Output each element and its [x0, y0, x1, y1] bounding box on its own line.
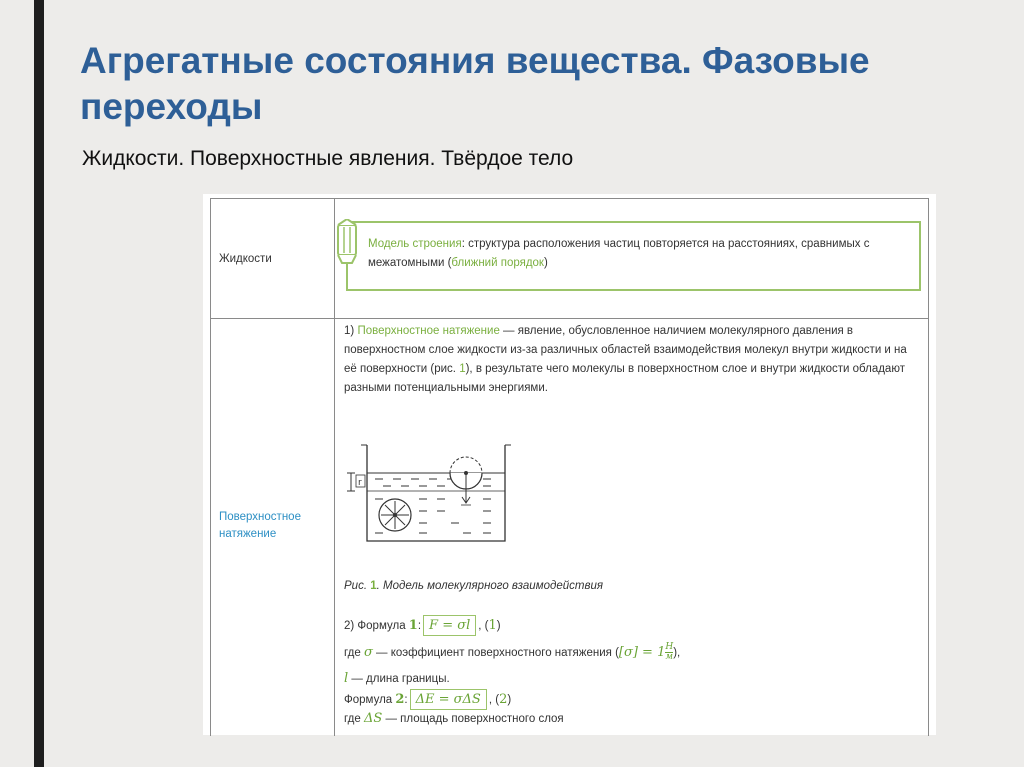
caption-prefix: Рис. — [344, 580, 371, 592]
model-text — [368, 235, 909, 273]
formula-1-box: F = σl — [423, 615, 476, 636]
length-definition-line — [344, 669, 450, 689]
definition-paragraph — [344, 322, 919, 398]
column-divider — [334, 199, 335, 736]
figure-caption — [344, 580, 603, 592]
unit-numerator: Н — [665, 642, 674, 653]
pencil-icon — [336, 219, 358, 265]
where2-b: — площадь поверхностного слоя — [382, 713, 564, 725]
slide-subtitle: Жидкости. Поверхностные явления. Твёрдое тело — [82, 147, 574, 170]
model-term-short-range: ближний порядок — [451, 257, 544, 269]
f1-prefix: 2) Формула — [344, 620, 409, 632]
where1-b: — коэффициент поверхностного натяжения ( — [372, 647, 619, 659]
slide-title: Агрегатные состояния вещества. Фазовые переходы — [80, 40, 870, 127]
p1-figure-ref: 1 — [459, 363, 466, 375]
p1-text-a: — явление, обусловленное наличием молекулярного давления в поверхностном слое жидкости из-за различных областей взаимодействия молекул внутри жидкости и на её поверхности (рис. — [344, 325, 907, 375]
molecular-interaction-figure — [343, 439, 513, 551]
formula-1-line — [344, 615, 501, 636]
f2-prefix: Формула — [344, 694, 396, 706]
f2-tag-close: ) — [507, 694, 512, 706]
unit-denominator: м — [665, 652, 674, 663]
f1-number: 1 — [408, 618, 418, 633]
p1-text-b: ), в результате чего молекулы в поверхностном слое и внутри жидкости обладают разными потенциальными энергиями. — [344, 363, 905, 394]
f1-tag-close: ) — [496, 620, 501, 632]
formula-2-line — [344, 689, 511, 710]
p1-term: Поверхностное натяжение — [357, 325, 500, 337]
row-divider — [211, 318, 928, 319]
area-definition-line — [344, 709, 564, 729]
p1-number: 1) — [344, 325, 355, 337]
concept-table — [210, 198, 929, 736]
model-term: Модель строения — [368, 238, 462, 250]
l-sym: l — [344, 671, 349, 686]
model-text-b: ) — [543, 257, 548, 269]
where1-sym: σ — [363, 645, 373, 660]
f2-tag-open: , ( — [488, 694, 500, 706]
l-text: — длина границы. — [348, 673, 450, 685]
f2-colon: : — [404, 694, 408, 706]
row-label-liquids: Жидкости — [219, 253, 272, 265]
where1-c: ), — [673, 647, 681, 659]
caption-number: 1 — [370, 580, 377, 592]
sigma-definition-line — [344, 643, 680, 663]
caption-text: . Модель молекулярного взаимодействия — [376, 580, 603, 592]
where2-a: где — [344, 713, 364, 725]
where1-unit-expr: [σ] = 1 — [618, 645, 666, 660]
f2-tag: 2 — [499, 692, 508, 707]
where2-sym: ΔS — [363, 711, 383, 726]
f1-colon: : — [417, 620, 422, 632]
f2-number: 2 — [395, 692, 405, 707]
model-text-a: : структура расположения частиц повторяется на расстояниях, сравнимых с межатомными ( — [368, 238, 870, 269]
document-image — [203, 194, 936, 735]
where1-a: где — [344, 647, 364, 659]
row-label-surface-tension: Поверхностное натяжение — [219, 511, 301, 540]
fig-label-r: r — [358, 478, 362, 488]
f1-tag: 1 — [488, 618, 497, 633]
slide-accent-bar — [34, 0, 44, 767]
structure-model-box — [346, 221, 921, 291]
formula-2-box: ΔE = σΔS — [410, 689, 487, 710]
f1-tag-open: , ( — [478, 620, 489, 632]
